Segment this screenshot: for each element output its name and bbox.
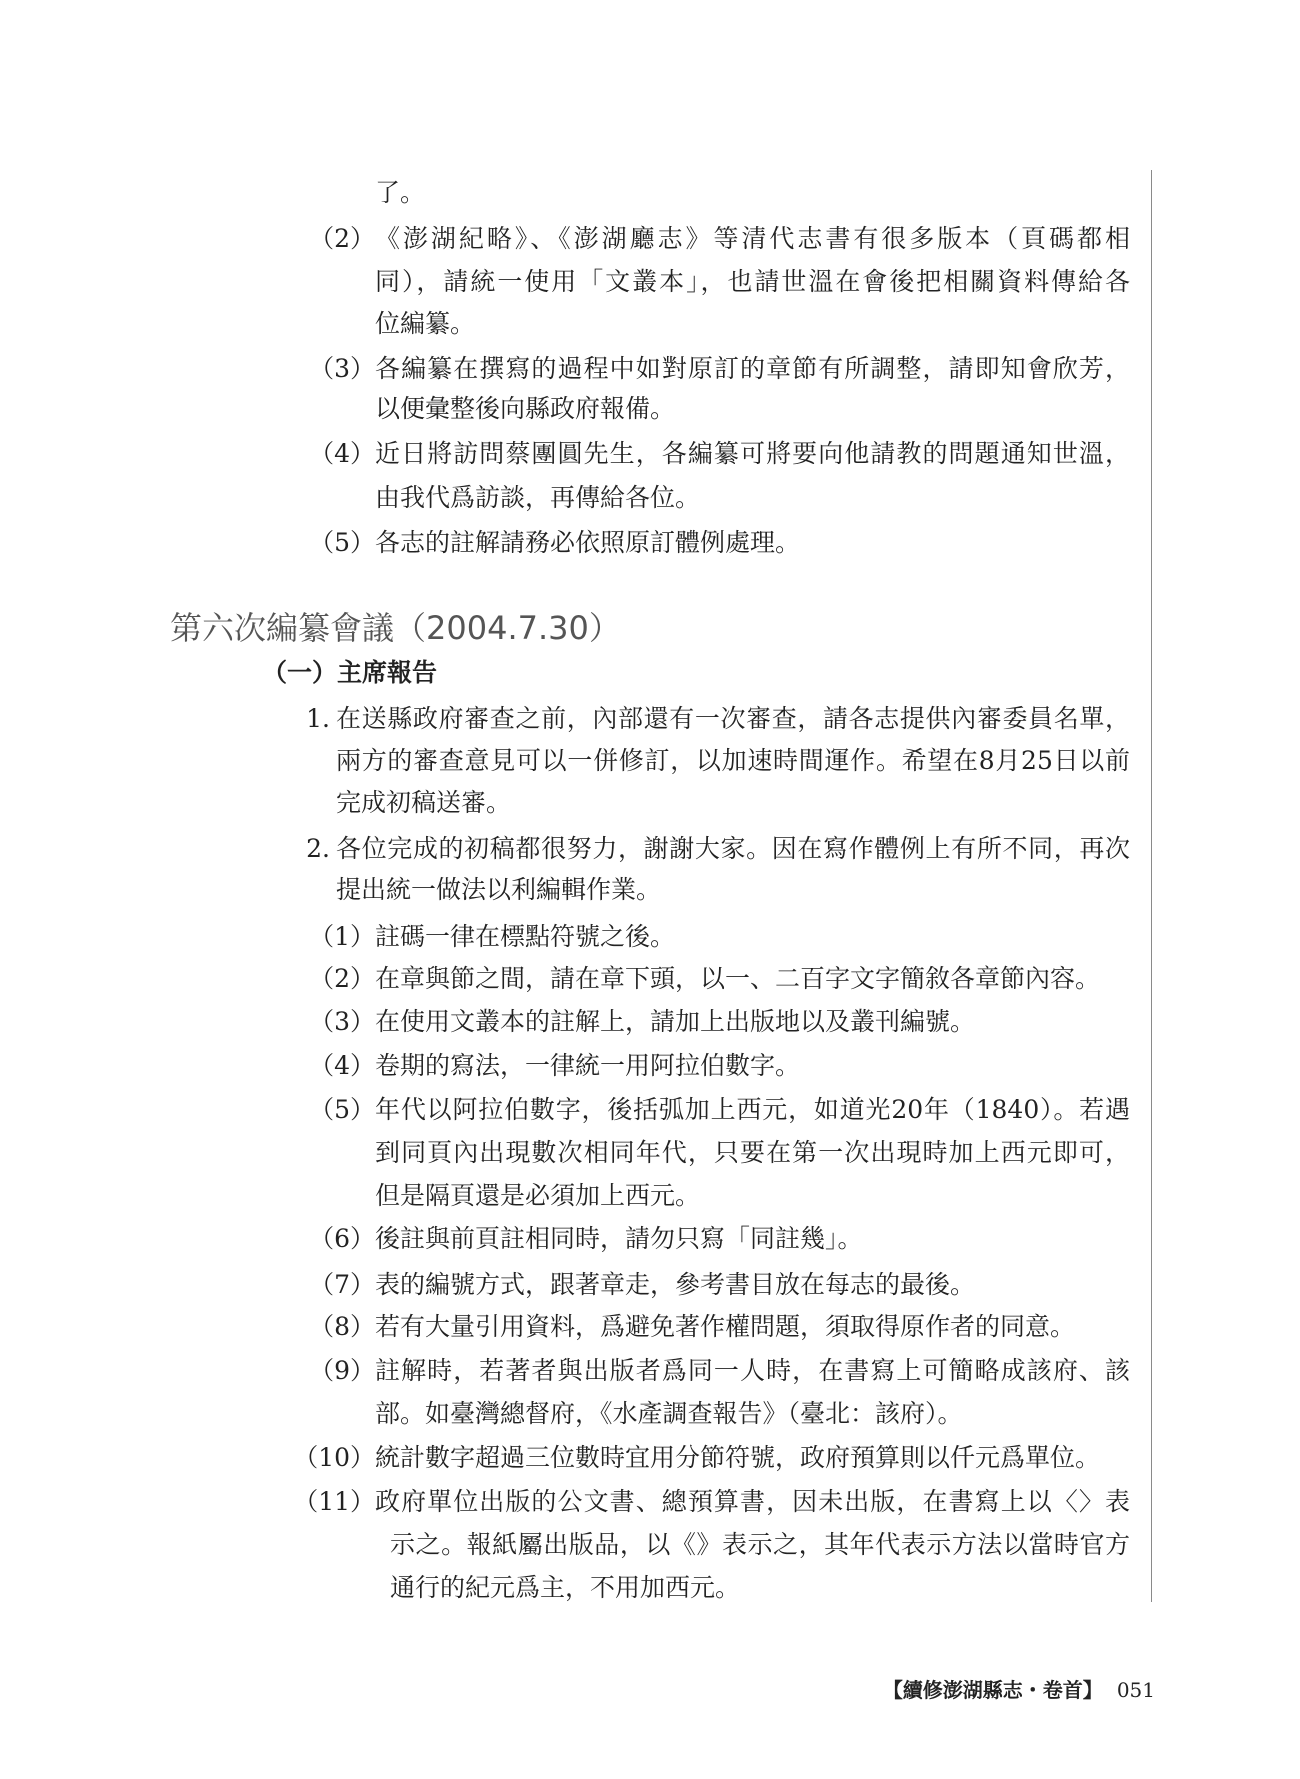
rule-line: 統計數字超過三位數時宜用分節符號，政府預算則以仟元爲單位。	[375, 1443, 1101, 1472]
rule-line: 政府單位出版的公文書、總預算書，因未出版，在書寫上以〈〉表	[375, 1487, 1130, 1516]
list-item-marker: （2）	[309, 224, 375, 253]
rule-marker: （4）	[309, 1051, 375, 1080]
list-item-line: 以便彙整後向縣政府報備。	[375, 394, 676, 423]
point-line: 完成初稿送審。	[336, 788, 512, 817]
rule-marker: （5）	[309, 1095, 375, 1124]
subsection-heading: （一）主席報告	[262, 658, 438, 687]
list-item-marker: （5）	[309, 528, 375, 557]
rule-line: 後註與前頁註相同時，請勿只寫「同註幾」。	[375, 1224, 863, 1253]
point-line: 各位完成的初稿都很努力，謝謝大家。因在寫作體例上有所不同，再次	[336, 834, 1130, 863]
list-item-line: 各編纂在撰寫的過程中如對原訂的章節有所調整，請即知會欣芳，	[375, 354, 1130, 383]
list-item-line: 《澎湖紀略》、《澎湖廳志》等清代志書有很多版本（頁碼都相	[375, 224, 1130, 253]
list-item-line: 由我代爲訪談，再傳給各位。	[375, 483, 701, 512]
rule-marker: （1）	[309, 922, 375, 951]
list-item-line: 各志的註解請務必依照原訂體例處理。	[375, 528, 801, 557]
list-item-marker: （4）	[309, 439, 375, 468]
rule-marker: （6）	[309, 1224, 375, 1253]
rule-line: 表的編號方式，跟著章走，參考書目放在每志的最後。	[375, 1270, 976, 1299]
rule-marker: （9）	[309, 1356, 375, 1385]
rule-line: 卷期的寫法，一律統一用阿拉伯數字。	[375, 1051, 801, 1080]
rule-line: 在章與節之間，請在章下頭，以一、二百字文字簡敘各章節內容。	[375, 964, 1101, 993]
rule-line: 註解時，若著者與出版者爲同一人時，在書寫上可簡略成該府、該	[375, 1356, 1130, 1385]
rule-marker: （8）	[309, 1312, 375, 1341]
list-item-line: 同），請統一使用「文叢本」，也請世溫在會後把相關資料傳給各	[375, 267, 1130, 296]
continued-line: 了。	[375, 178, 426, 207]
point-marker: 1.	[306, 704, 330, 733]
point-line: 在送縣政府審查之前，內部還有一次審查，請各志提供內審委員名單，	[336, 704, 1130, 733]
margin-rule	[1151, 170, 1152, 1602]
list-item-line: 近日將訪問蔡團圓先生，各編纂可將要向他請教的問題通知世溫，	[375, 439, 1130, 468]
series-title: 【續修澎湖縣志・卷首】	[882, 1678, 1103, 1702]
point-line: 提出統一做法以利編輯作業。	[336, 875, 662, 904]
point-marker: 2.	[306, 834, 330, 863]
rule-marker: （10）	[293, 1443, 375, 1472]
rule-marker: （2）	[309, 964, 375, 993]
section-heading: 第六次編纂會議（2004.7.30）	[170, 609, 621, 647]
rule-line: 到同頁內出現數次相同年代，只要在第一次出現時加上西元即可，	[375, 1138, 1130, 1167]
rule-line: 在使用文叢本的註解上，請加上出版地以及叢刊編號。	[375, 1007, 976, 1036]
list-item-marker: （3）	[309, 354, 375, 383]
rule-line: 通行的紀元爲主，不用加西元。	[390, 1573, 741, 1602]
rule-line: 註碼一律在標點符號之後。	[375, 922, 676, 951]
rule-line: 年代以阿拉伯數字，後括弧加上西元，如道光20年（1840）。若遇	[375, 1095, 1130, 1124]
rule-line: 但是隔頁還是必須加上西元。	[375, 1181, 701, 1210]
rule-line: 部。如臺灣總督府，《水產調查報告》（臺北：該府）。	[375, 1399, 963, 1428]
point-line: 兩方的審查意見可以一併修訂，以加速時間運作。希望在8月25日以前	[336, 746, 1130, 775]
list-item-line: 位編纂。	[375, 309, 476, 338]
page-number: 051	[1116, 1678, 1155, 1702]
rule-line: 若有大量引用資料，爲避免著作權問題，須取得原作者的同意。	[375, 1312, 1076, 1341]
rule-marker: （7）	[309, 1270, 375, 1299]
rule-marker: （11）	[293, 1487, 375, 1516]
rule-line: 示之。報紙屬出版品，以《》表示之，其年代表示方法以當時官方	[390, 1530, 1130, 1559]
running-footer	[880, 1677, 1155, 1703]
rule-marker: （3）	[309, 1007, 375, 1036]
